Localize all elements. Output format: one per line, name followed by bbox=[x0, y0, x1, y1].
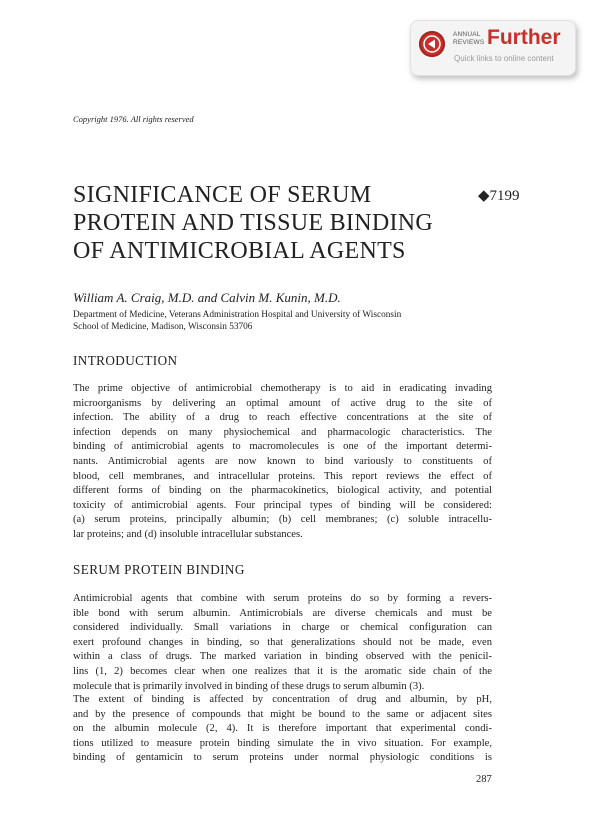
text-line: infection. The ability of a drug to reach effective concentrations at the site of bbox=[73, 412, 492, 424]
text-line: The prime objective of antimicrobial chemotherapy is to aid in eradicating invading bbox=[73, 383, 492, 394]
affiliation-line: School of Medicine, Madison, Wisconsin 53706 bbox=[73, 322, 253, 332]
text-line: exert profound changes in binding, so that generalizations should not be made, even bbox=[73, 636, 492, 648]
title-line: OF ANTIMICROBIAL AGENTS bbox=[73, 238, 406, 264]
further-banner[interactable] bbox=[410, 20, 576, 76]
copyright-notice: Copyright 1976. All rights reserved bbox=[73, 114, 194, 124]
text-line: The extent of binding is affected by concentration of drug and albumin, by pH, bbox=[73, 694, 492, 705]
banner-subtitle: Quick links to online content bbox=[454, 54, 554, 63]
title-line: PROTEIN AND TISSUE BINDING bbox=[73, 210, 434, 236]
text-line: (a) serum proteins, principally albumin; (b) cell membranes; (c) soluble intracellu- bbox=[73, 514, 492, 526]
page-number: 287 bbox=[476, 774, 492, 785]
article-code: ◆7199 bbox=[478, 188, 520, 204]
text-line: different forms of binding on the pharmacokinetics, biological activity, and potential bbox=[73, 485, 492, 497]
text-line: and by the presence of compounds that might be bound to the same or adjacent sites bbox=[73, 708, 492, 720]
serum-paragraph-2 bbox=[73, 693, 492, 766]
text-line: lar proteins; and (d) insoluble intracellular substances. bbox=[73, 528, 303, 540]
text-line: binding of gentamicin to serum proteins under normal physiologic conditions is bbox=[73, 752, 492, 764]
introduction-paragraph bbox=[73, 382, 492, 543]
serum-paragraph-1 bbox=[73, 592, 492, 694]
text-line: Antimicrobial agents that combine with serum proteins do so by forming a revers- bbox=[73, 593, 492, 604]
text-line: considered individually. Small variations in charge or chemical configuration can bbox=[73, 622, 492, 634]
serum-protein-binding-heading: SERUM PROTEIN BINDING bbox=[73, 562, 245, 577]
text-line: ible bond with serum albumin. Antimicrobials are diverse chemicals and must be bbox=[73, 607, 492, 619]
text-line: molecule that is primarily involved in binding of these drugs to serum albumin (3). bbox=[73, 680, 425, 692]
annual-reviews-logo: ANNUAL REVIEWS bbox=[453, 31, 485, 46]
text-line: blood, cell membranes, and intracellular proteins. This report reviews the effect of bbox=[73, 470, 492, 482]
further-logo: Further bbox=[487, 26, 561, 49]
text-line: microorganisms by delivering an optimal amount of active drug to the site of bbox=[73, 397, 492, 409]
text-line: binding of antimicrobial agents to macromolecules is one of the important determi- bbox=[73, 441, 492, 453]
title-line: SIGNIFICANCE OF SERUM bbox=[73, 182, 372, 208]
text-line: toxicity of antimicrobial agents. Four principal types of binding will be considered: bbox=[73, 499, 492, 511]
affiliation bbox=[73, 309, 503, 333]
text-line: infection depends on many physiochemical and pharmacologic characteristics. The bbox=[73, 426, 492, 438]
text-line: lins (1, 2) becomes clear when one realizes that it is the aromatic side chain of the bbox=[73, 665, 492, 677]
authors: William A. Craig, M.D. and Calvin M. Kunin, M.D. bbox=[73, 290, 341, 305]
play-back-icon bbox=[419, 31, 445, 57]
text-line: tions utilized to measure protein binding simulate the in vivo situation. For example, bbox=[73, 737, 492, 749]
affiliation-line: Department of Medicine, Veterans Administration Hospital and University of Wisconsin bbox=[73, 310, 402, 320]
article-title bbox=[73, 181, 463, 265]
text-line: nants. Antimicrobial agents are now known to bind variously to constituents of bbox=[73, 455, 492, 467]
text-line: on the albumin molecule (2, 4). It is therefore important that experimental condi- bbox=[73, 723, 492, 735]
text-line: within a class of drugs. The marked variation in binding observed with the penicil- bbox=[73, 651, 492, 663]
introduction-heading: INTRODUCTION bbox=[73, 353, 178, 368]
